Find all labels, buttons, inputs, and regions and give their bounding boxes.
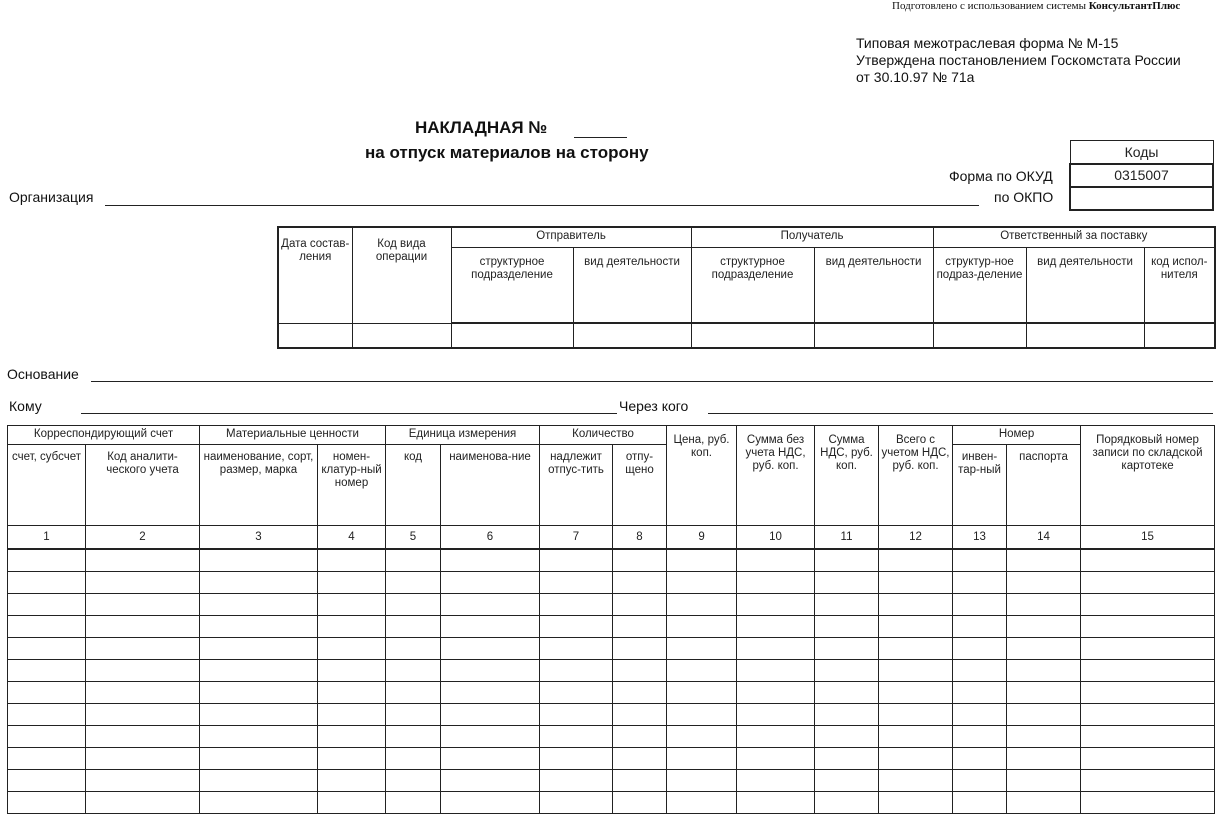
input-cell[interactable] xyxy=(200,638,318,660)
input-cell[interactable] xyxy=(1081,549,1215,572)
input-cell[interactable] xyxy=(386,792,441,814)
column-number: 7 xyxy=(540,526,613,550)
input-cell[interactable] xyxy=(86,770,200,792)
input-cell[interactable] xyxy=(879,660,953,682)
input-cell[interactable] xyxy=(814,323,933,348)
input-cell[interactable] xyxy=(613,660,667,682)
input-cell[interactable] xyxy=(352,323,451,348)
input-cell[interactable] xyxy=(613,726,667,748)
input-cell[interactable] xyxy=(441,549,540,572)
input-cell[interactable] xyxy=(86,616,200,638)
header-sub: счет, субсчет xyxy=(8,445,86,526)
input-cell[interactable] xyxy=(1081,748,1215,770)
input-cell[interactable] xyxy=(200,660,318,682)
header-sub: надлежит отпус-тить xyxy=(540,445,613,526)
input-cell[interactable] xyxy=(1007,616,1081,638)
input-cell[interactable] xyxy=(613,792,667,814)
input-cell[interactable] xyxy=(953,660,1007,682)
input-cell[interactable] xyxy=(1007,572,1081,594)
input-cell[interactable] xyxy=(86,704,200,726)
input-cell[interactable] xyxy=(1081,572,1215,594)
input-cell[interactable] xyxy=(8,726,86,748)
header-card-record: Порядковый номер записи по складской картотеке xyxy=(1081,426,1215,526)
input-cell[interactable] xyxy=(318,660,386,682)
input-cell[interactable] xyxy=(815,572,879,594)
column-number: 3 xyxy=(200,526,318,550)
input-cell[interactable] xyxy=(386,726,441,748)
input-cell[interactable] xyxy=(386,616,441,638)
input-cell[interactable] xyxy=(815,682,879,704)
column-number: 5 xyxy=(386,526,441,550)
input-cell[interactable] xyxy=(613,704,667,726)
header-materials: Материальные ценности xyxy=(200,426,386,445)
input-cell[interactable] xyxy=(737,704,815,726)
input-cell[interactable] xyxy=(667,660,737,682)
input-cell[interactable] xyxy=(441,616,540,638)
input-cell[interactable] xyxy=(1144,323,1215,348)
input-cell[interactable] xyxy=(318,726,386,748)
input-cell[interactable] xyxy=(441,792,540,814)
input-cell[interactable] xyxy=(86,660,200,682)
input-cell[interactable] xyxy=(318,682,386,704)
table-row xyxy=(8,792,1215,814)
column-number: 11 xyxy=(815,526,879,550)
form-type: Типовая межотраслевая форма № М-15 xyxy=(856,35,1119,51)
input-cell[interactable] xyxy=(737,660,815,682)
basis-label: Основание xyxy=(7,366,79,382)
form-approval: Утверждена постановлением Госкомстата России xyxy=(856,52,1181,68)
table-row xyxy=(8,726,1215,748)
header-sub: вид деятельности xyxy=(814,248,933,324)
consultant-brand: КонсультантПлюс xyxy=(1088,0,1181,12)
input-cell[interactable] xyxy=(815,660,879,682)
input-cell[interactable] xyxy=(815,792,879,814)
input-cell[interactable] xyxy=(667,682,737,704)
input-cell[interactable] xyxy=(86,682,200,704)
input-cell[interactable] xyxy=(737,726,815,748)
header-sum-no-vat: Сумма без учета НДС, руб. коп. xyxy=(737,426,815,526)
materials-table xyxy=(7,425,1215,814)
input-cell[interactable] xyxy=(86,726,200,748)
consultant-note xyxy=(892,0,1180,12)
input-cell[interactable] xyxy=(879,572,953,594)
header-responsible: Ответственный за поставку xyxy=(933,227,1215,248)
header-op-code: Код вида операции xyxy=(352,227,451,323)
input-cell[interactable] xyxy=(8,594,86,616)
input-cell[interactable] xyxy=(737,594,815,616)
column-number: 8 xyxy=(613,526,667,550)
input-cell[interactable] xyxy=(200,549,318,572)
input-cell[interactable] xyxy=(879,682,953,704)
input-cell[interactable] xyxy=(1081,682,1215,704)
input-cell[interactable] xyxy=(1007,682,1081,704)
input-cell[interactable] xyxy=(386,682,441,704)
input-cell[interactable] xyxy=(737,616,815,638)
input-cell[interactable] xyxy=(667,638,737,660)
column-number: 6 xyxy=(441,526,540,550)
input-cell[interactable] xyxy=(8,682,86,704)
input-cell[interactable] xyxy=(200,748,318,770)
okpo-value[interactable] xyxy=(1070,187,1213,210)
okpo-label: по ОКПО xyxy=(994,189,1054,205)
header-sub: наименова-ние xyxy=(441,445,540,526)
input-cell[interactable] xyxy=(318,770,386,792)
input-cell[interactable] xyxy=(1081,638,1215,660)
input-cell[interactable] xyxy=(540,704,613,726)
input-cell[interactable] xyxy=(8,638,86,660)
input-cell[interactable] xyxy=(86,638,200,660)
okud-value[interactable]: 0315007 xyxy=(1070,164,1213,187)
column-number: 13 xyxy=(953,526,1007,550)
input-cell[interactable] xyxy=(441,726,540,748)
input-cell[interactable] xyxy=(815,748,879,770)
input-cell[interactable] xyxy=(318,594,386,616)
input-cell[interactable] xyxy=(1007,594,1081,616)
header-date: Дата состав-ления xyxy=(278,227,352,323)
header-sub: вид деятельности xyxy=(1026,248,1144,324)
input-cell[interactable] xyxy=(879,792,953,814)
header-number: Номер xyxy=(953,426,1081,445)
input-cell[interactable] xyxy=(953,748,1007,770)
input-cell[interactable] xyxy=(1081,660,1215,682)
table-row xyxy=(8,638,1215,660)
input-cell[interactable] xyxy=(386,594,441,616)
input-cell[interactable] xyxy=(441,770,540,792)
input-cell[interactable] xyxy=(815,726,879,748)
input-cell[interactable] xyxy=(1081,770,1215,792)
header-sub: код испол-нителя xyxy=(1144,248,1215,324)
input-cell[interactable] xyxy=(1007,792,1081,814)
header-price: Цена, руб. коп. xyxy=(667,426,737,526)
input-cell[interactable] xyxy=(815,704,879,726)
input-cell[interactable] xyxy=(8,549,86,572)
header-unit: Единица измерения xyxy=(386,426,540,445)
form-approval-date: от 30.10.97 № 71а xyxy=(856,69,975,85)
document-title: НАКЛАДНАЯ № xyxy=(415,118,548,137)
input-cell[interactable] xyxy=(451,323,573,348)
input-cell[interactable] xyxy=(441,572,540,594)
table-row xyxy=(8,770,1215,792)
input-cell[interactable] xyxy=(879,704,953,726)
input-cell[interactable] xyxy=(318,792,386,814)
table-row xyxy=(8,549,1215,572)
table-row xyxy=(8,572,1215,594)
header-sub: инвен-тар-ный xyxy=(953,445,1007,526)
header-sub: структур-ное подраз-деление xyxy=(933,248,1026,324)
input-cell[interactable] xyxy=(953,638,1007,660)
input-cell[interactable] xyxy=(879,638,953,660)
input-cell[interactable] xyxy=(1007,770,1081,792)
input-cell[interactable] xyxy=(879,726,953,748)
input-cell[interactable] xyxy=(953,572,1007,594)
input-cell[interactable] xyxy=(737,682,815,704)
input-cell[interactable] xyxy=(540,726,613,748)
input-cell[interactable] xyxy=(737,572,815,594)
input-cell[interactable] xyxy=(667,616,737,638)
input-cell[interactable] xyxy=(200,792,318,814)
header-sub: номен-клатур-ный номер xyxy=(318,445,386,526)
column-number: 4 xyxy=(318,526,386,550)
to-field[interactable] xyxy=(81,413,617,414)
input-cell[interactable] xyxy=(386,572,441,594)
input-cell[interactable] xyxy=(953,594,1007,616)
input-cell[interactable] xyxy=(540,572,613,594)
input-cell[interactable] xyxy=(318,638,386,660)
basis-field[interactable] xyxy=(91,381,1213,382)
header-total: Всего с учетом НДС, руб. коп. xyxy=(879,426,953,526)
input-cell[interactable] xyxy=(1081,704,1215,726)
input-cell[interactable] xyxy=(879,616,953,638)
form-info xyxy=(856,35,1181,86)
input-cell[interactable] xyxy=(540,594,613,616)
input-cell[interactable] xyxy=(667,704,737,726)
table-row xyxy=(8,682,1215,704)
okud-label: Форма по ОКУД xyxy=(949,168,1053,184)
input-cell[interactable] xyxy=(737,549,815,572)
input-cell[interactable] xyxy=(1026,323,1144,348)
header-sub: структурное подразделение xyxy=(451,248,573,324)
input-cell[interactable] xyxy=(613,638,667,660)
input-cell[interactable] xyxy=(613,594,667,616)
input-cell[interactable] xyxy=(953,616,1007,638)
input-cell[interactable] xyxy=(953,549,1007,572)
input-cell[interactable] xyxy=(953,704,1007,726)
input-cell[interactable] xyxy=(8,660,86,682)
table-row xyxy=(8,748,1215,770)
input-cell[interactable] xyxy=(540,748,613,770)
header-corr-account: Корреспондирующий счет xyxy=(8,426,200,445)
input-cell[interactable] xyxy=(953,682,1007,704)
header-quantity: Количество xyxy=(540,426,667,445)
input-cell[interactable] xyxy=(1007,726,1081,748)
input-cell[interactable] xyxy=(815,638,879,660)
input-cell[interactable] xyxy=(318,572,386,594)
input-cell[interactable] xyxy=(86,594,200,616)
header-receiver: Получатель xyxy=(691,227,933,248)
input-cell[interactable] xyxy=(441,682,540,704)
input-cell[interactable] xyxy=(540,549,613,572)
input-cell[interactable] xyxy=(879,549,953,572)
column-number: 2 xyxy=(86,526,200,550)
input-cell[interactable] xyxy=(86,748,200,770)
header-sub: вид деятельности xyxy=(573,248,691,324)
input-cell[interactable] xyxy=(86,792,200,814)
input-cell[interactable] xyxy=(737,748,815,770)
input-cell[interactable] xyxy=(1081,792,1215,814)
input-cell[interactable] xyxy=(667,572,737,594)
input-cell[interactable] xyxy=(200,682,318,704)
organization-label: Организация xyxy=(9,189,94,205)
column-number: 1 xyxy=(8,526,86,550)
input-cell[interactable] xyxy=(1007,660,1081,682)
input-cell[interactable] xyxy=(815,770,879,792)
input-cell[interactable] xyxy=(386,748,441,770)
input-cell[interactable] xyxy=(441,748,540,770)
input-cell[interactable] xyxy=(1081,616,1215,638)
input-cell[interactable] xyxy=(540,638,613,660)
input-cell[interactable] xyxy=(1007,638,1081,660)
input-cell[interactable] xyxy=(200,594,318,616)
input-cell[interactable] xyxy=(613,748,667,770)
input-cell[interactable] xyxy=(386,549,441,572)
input-cell[interactable] xyxy=(573,323,691,348)
input-cell[interactable] xyxy=(667,770,737,792)
input-cell[interactable] xyxy=(667,549,737,572)
to-label: Кому xyxy=(9,398,42,414)
input-cell[interactable] xyxy=(737,792,815,814)
input-cell[interactable] xyxy=(667,726,737,748)
input-cell[interactable] xyxy=(540,660,613,682)
input-cell[interactable] xyxy=(737,638,815,660)
column-number: 15 xyxy=(1081,526,1215,550)
input-cell[interactable] xyxy=(613,770,667,792)
header-sub: Код аналити-ческого учета xyxy=(86,445,200,526)
input-cell[interactable] xyxy=(613,549,667,572)
input-cell[interactable] xyxy=(386,704,441,726)
input-cell[interactable] xyxy=(441,594,540,616)
input-cell[interactable] xyxy=(667,792,737,814)
table-row xyxy=(8,704,1215,726)
table-row xyxy=(8,594,1215,616)
input-cell[interactable] xyxy=(953,770,1007,792)
input-cell[interactable] xyxy=(879,594,953,616)
input-cell[interactable] xyxy=(8,770,86,792)
organization-field[interactable] xyxy=(105,205,979,206)
input-cell[interactable] xyxy=(441,638,540,660)
input-cell[interactable] xyxy=(200,572,318,594)
input-cell[interactable] xyxy=(540,616,613,638)
input-cell[interactable] xyxy=(278,323,352,348)
input-cell[interactable] xyxy=(540,770,613,792)
input-cell[interactable] xyxy=(815,616,879,638)
header-sub: наименование, сорт, размер, марка xyxy=(200,445,318,526)
input-cell[interactable] xyxy=(879,770,953,792)
input-cell[interactable] xyxy=(815,549,879,572)
input-cell[interactable] xyxy=(318,616,386,638)
input-cell[interactable] xyxy=(86,572,200,594)
input-cell[interactable] xyxy=(1081,726,1215,748)
table-row xyxy=(8,616,1215,638)
input-cell[interactable] xyxy=(200,704,318,726)
input-cell[interactable] xyxy=(386,638,441,660)
input-cell[interactable] xyxy=(200,726,318,748)
input-cell[interactable] xyxy=(86,549,200,572)
input-cell[interactable] xyxy=(667,594,737,616)
codes-header: Коды xyxy=(1070,141,1213,165)
codes-table xyxy=(1069,140,1214,211)
column-number: 12 xyxy=(879,526,953,550)
input-cell[interactable] xyxy=(1081,594,1215,616)
input-cell[interactable] xyxy=(200,616,318,638)
input-cell[interactable] xyxy=(386,770,441,792)
input-cell[interactable] xyxy=(441,704,540,726)
input-cell[interactable] xyxy=(737,770,815,792)
document-number-field[interactable] xyxy=(574,137,627,138)
input-cell[interactable] xyxy=(318,748,386,770)
input-cell[interactable] xyxy=(667,748,737,770)
input-cell[interactable] xyxy=(1007,704,1081,726)
column-number: 10 xyxy=(737,526,815,550)
input-cell[interactable] xyxy=(8,572,86,594)
input-cell[interactable] xyxy=(8,792,86,814)
input-cell[interactable] xyxy=(691,323,814,348)
header-sub: структурное подразделение xyxy=(691,248,814,324)
column-number: 9 xyxy=(667,526,737,550)
consultant-prefix: Подготовлено с использованием системы xyxy=(892,0,1089,12)
input-cell[interactable] xyxy=(8,748,86,770)
column-number: 14 xyxy=(1007,526,1081,550)
input-cell[interactable] xyxy=(200,770,318,792)
input-cell[interactable] xyxy=(540,682,613,704)
top-table xyxy=(277,226,1216,349)
input-cell[interactable] xyxy=(1007,549,1081,572)
document-subtitle: на отпуск материалов на сторону xyxy=(365,143,649,162)
input-cell[interactable] xyxy=(8,616,86,638)
input-cell[interactable] xyxy=(815,594,879,616)
input-cell[interactable] xyxy=(386,660,441,682)
header-sub: код xyxy=(386,445,441,526)
input-cell[interactable] xyxy=(441,660,540,682)
input-cell[interactable] xyxy=(8,704,86,726)
input-cell[interactable] xyxy=(613,616,667,638)
input-cell[interactable] xyxy=(953,726,1007,748)
input-cell[interactable] xyxy=(318,549,386,572)
input-cell[interactable] xyxy=(1007,748,1081,770)
input-cell[interactable] xyxy=(613,682,667,704)
input-cell[interactable] xyxy=(953,792,1007,814)
via-label: Через кого xyxy=(619,398,689,414)
input-cell[interactable] xyxy=(613,572,667,594)
header-sub: паспорта xyxy=(1007,445,1081,526)
header-sub: отпу-щено xyxy=(613,445,667,526)
via-field[interactable] xyxy=(708,413,1213,414)
header-vat: Сумма НДС, руб. коп. xyxy=(815,426,879,526)
input-cell[interactable] xyxy=(879,748,953,770)
table-row xyxy=(8,660,1215,682)
input-cell[interactable] xyxy=(933,323,1026,348)
input-cell[interactable] xyxy=(318,704,386,726)
header-sender: Отправитель xyxy=(451,227,691,248)
input-cell[interactable] xyxy=(540,792,613,814)
